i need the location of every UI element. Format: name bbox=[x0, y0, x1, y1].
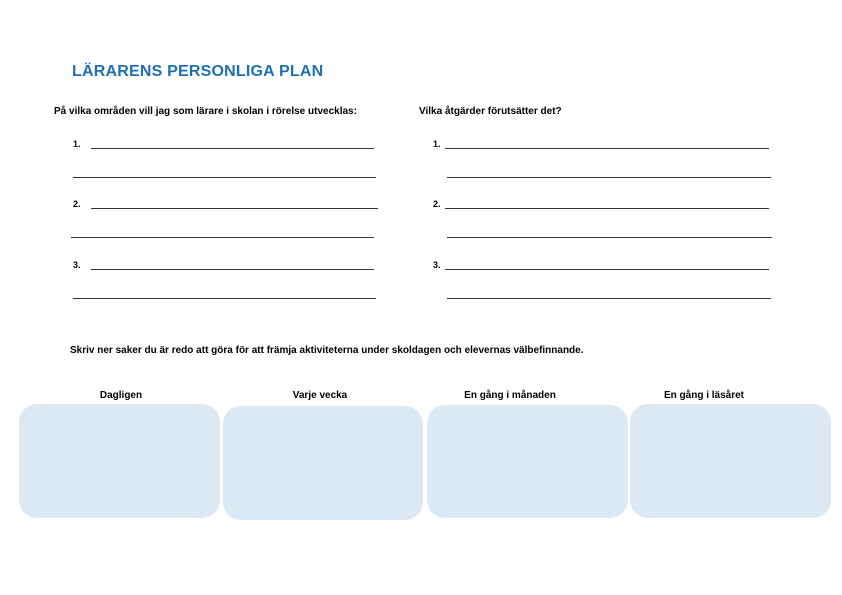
heading-weekly: Varje vecka bbox=[292, 390, 348, 401]
left-item-number-2: 2. bbox=[73, 199, 81, 209]
left-answer-line-3b[interactable] bbox=[73, 298, 376, 299]
left-answer-line-2a[interactable] bbox=[91, 208, 378, 209]
left-item-number-3: 3. bbox=[73, 260, 81, 270]
left-answer-line-1b[interactable] bbox=[73, 177, 376, 178]
page-title: LÄRARENS PERSONLIGA PLAN bbox=[72, 63, 324, 80]
heading-monthly: En gång i månaden bbox=[464, 390, 556, 401]
right-answer-line-3a[interactable] bbox=[445, 269, 769, 270]
left-item-number-1: 1. bbox=[73, 139, 81, 149]
right-answer-line-3b[interactable] bbox=[447, 298, 771, 299]
left-answer-line-2b[interactable] bbox=[71, 237, 374, 238]
monthly-answer-box[interactable] bbox=[427, 405, 628, 518]
left-question: På vilka områden vill jag som lärare i skolan i rörelse utvecklas: bbox=[54, 106, 357, 117]
right-answer-line-2a[interactable] bbox=[445, 208, 769, 209]
heading-yearly: En gång i läsåret bbox=[663, 390, 745, 401]
heading-daily: Dagligen bbox=[99, 390, 143, 401]
right-item-number-3: 3. bbox=[433, 260, 441, 270]
right-answer-line-1b[interactable] bbox=[447, 177, 771, 178]
daily-answer-box[interactable] bbox=[19, 404, 220, 518]
left-answer-line-3a[interactable] bbox=[91, 269, 374, 270]
right-question: Vilka åtgärder förutsätter det? bbox=[419, 106, 562, 117]
left-answer-line-1a[interactable] bbox=[91, 148, 374, 149]
right-item-number-1: 1. bbox=[433, 139, 441, 149]
right-item-number-2: 2. bbox=[433, 199, 441, 209]
right-answer-line-2b[interactable] bbox=[447, 237, 772, 238]
right-answer-line-1a[interactable] bbox=[445, 148, 769, 149]
instruction-text: Skriv ner saker du är redo att göra för att främja aktiviteterna under skoldagen och elevernas välbefinnande. bbox=[70, 345, 584, 356]
yearly-answer-box[interactable] bbox=[630, 404, 831, 518]
weekly-answer-box[interactable] bbox=[223, 406, 423, 520]
